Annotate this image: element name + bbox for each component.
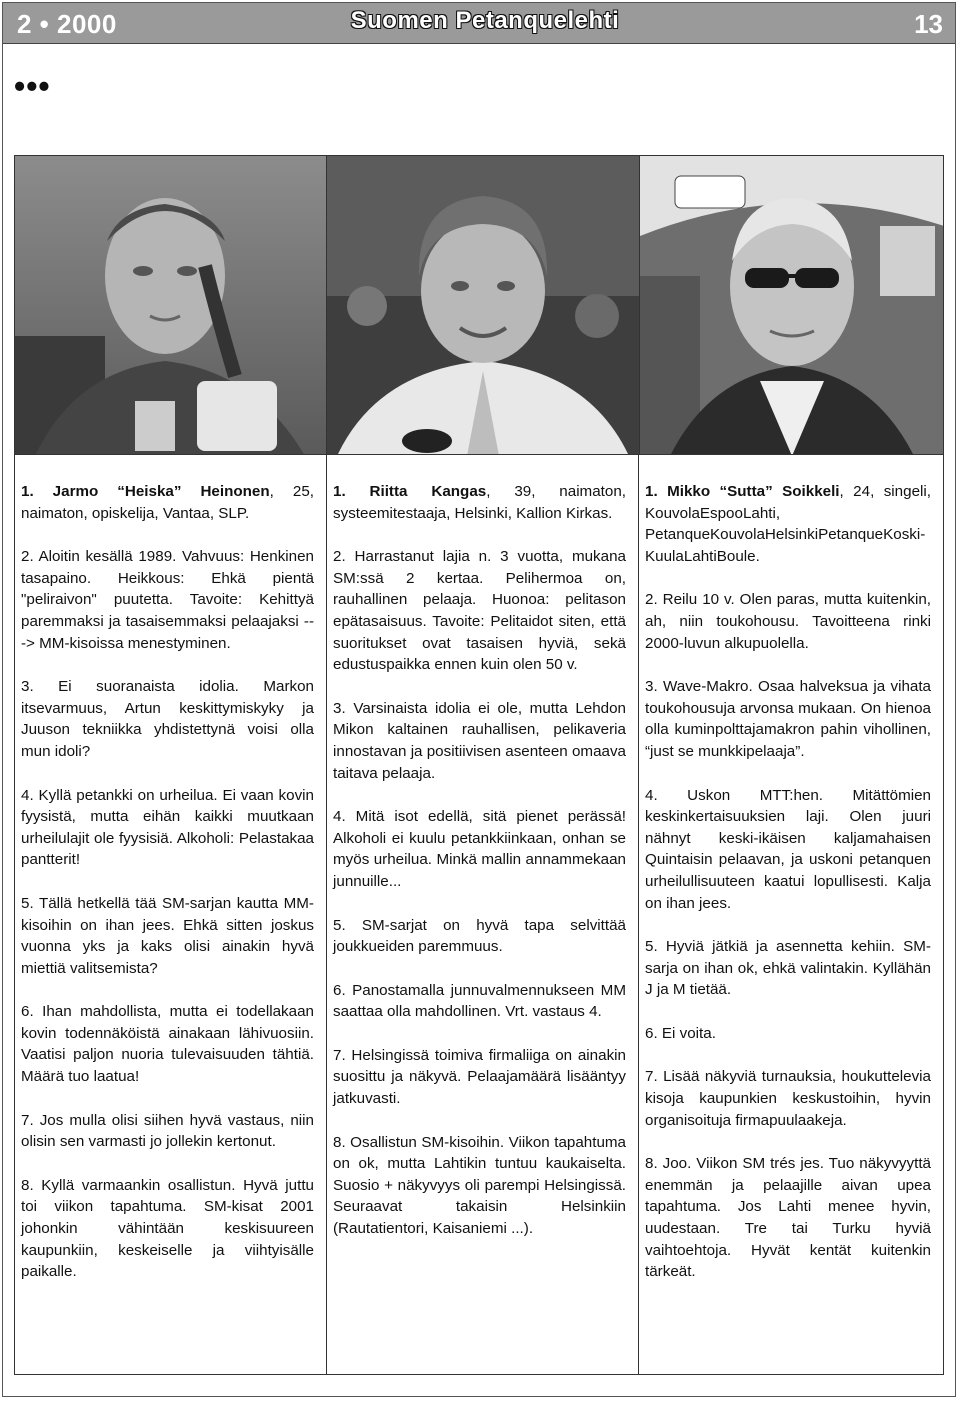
answer-4: 4. Mitä isot edellä, sitä pienet perässä! Alkoholi ei kuulu petankkiinkaan, onhan se myös urheilua. Minkä mallin annammekaan junnuille...: [333, 808, 626, 890]
answer-7: 7. Helsingissä toimiva firmaliiga on ainakin suosittu ja näkyvä. Pelaajamäärä lisääntyy jatkuvasti.: [333, 1046, 626, 1108]
answer-6: 6. Panostamalla junnuvalmennukseen MM saattaa olla mahdollinen. Vrt. vastaus 4.: [333, 981, 626, 1021]
header-bar: [3, 3, 955, 44]
answer-8: 8. Osallistun SM-kisoihin. Viikon tapahtuma on ok, mutta Lahtikin tuntuu kaukaiselta. Suosio + näkyvyys oli parempi Helsingissä. Seuraavat takaisin Helsinkiin (Rautatientori, Kaisaniemi ...).: [333, 1133, 626, 1238]
answer-text: , 24, singeli, KouvolaEspooLahti, PetanqueKouvolaHelsinkiPetanqueKoski-KuulaLahtiBoule.: [645, 483, 931, 565]
photo-strip: [14, 155, 944, 455]
answer-2: 2. Reilu 10 v. Olen paras, mutta kuitenkin, ah, niin toukohousu. Tavoitteena rinki 2000-luvun alkupuolella.: [645, 591, 931, 652]
answer-1: [21, 481, 314, 524]
answer-4: 4. Kyllä petankki on urheilua. Ei vaan kovin fyysistä, mutta eihän kaikki muutkaan urheilulajit ole fyysisiä. Alkoholi: Pelastakaa pantterit!: [21, 786, 314, 869]
answer-8: 8. Joo. Viikon SM trés jes. Tuo näkyvyyttä enemmän ja pelaajille aivan upea tapahtuma. Jos Lahti menee hyvin, uudestaan. Tre tai Turku hyviä vaihtoehtoja. Hyvät kentät kuitenkin tärkeät.: [645, 1155, 931, 1281]
interview-columns: [14, 455, 944, 1375]
portrait-photo-heinonen: [15, 156, 327, 454]
answer-3: 3. Ei suoranaista idolia. Markon itsevarmuus, Artun keskittymiskyky ja Juuson tekniikka yhdistettynä voisi olla mun idoli?: [21, 678, 314, 760]
page-number: 13: [914, 9, 943, 39]
answer-3: 3. Varsinaista idolia ei ole, mutta Lehdon Mikon kaltainen rauhallisen, pelikaveria innostavan ja positiivisen asenteen omaava taitava pelaaja.: [333, 699, 626, 782]
answer-5: 5. Hyviä jätkiä ja asennetta kehiin. SM-sarja on ihan ok, ehkä valintakin. Kyllähän J ja M tietää.: [645, 938, 931, 999]
column-soikkeli: [639, 455, 943, 1374]
interviewee-name: 1. Riitta Kangas: [333, 483, 487, 500]
answer-text: , 25, naimaton, opiskelija, Vantaa, SLP.: [21, 483, 314, 522]
interviewee-name: 1. Mikko “Sutta” Soikkeli: [645, 483, 840, 500]
answer-2: 2. Harrastanut lajia n. 3 vuotta, mukana SM:ssä 2 kertaa. Pelihermoa on, rauhallinen pelaaja. Huonoa: pelitason epätasaisuus. Tavoite: Pelitaidot siten, että suoritukset ovat tasaisen hyviä, sekä edustuspaikka ennen kuin olen 50 v.: [333, 548, 626, 674]
answer-4: 4. Uskon MTT:hen. Mitättömien keskinkertaisuuksien laji. Olen juuri nähnyt keski-ikäisen kaljamahaisen Quintaisin pelaavan, ja uskoni petanquen urheilullisuuteen kaatui lopullisesti. Kalja on ihan jees.: [645, 786, 931, 912]
interviewee-name: 1. Jarmo “Heiska” Heinonen: [21, 483, 270, 500]
answer-text: , 39, naimaton, systeemitestaaja, Helsinki, Kallion Kirkas.: [333, 483, 626, 522]
answer-3: 3. Wave-Makro. Osaa halveksua ja vihata toukohousuja arvonsa mukaan. On hienoa olla kuminpolttajamakron pahin vihollinen, “just se munkkipelaaja”.: [645, 678, 931, 760]
answer-7: 7. Lisää näkyviä turnauksia, houkuttelevia kisoja kaupunkien keskustoihin, hyvin organisoituja firmapuulaakeja.: [645, 1068, 931, 1129]
portrait-photo-kangas: [327, 156, 639, 454]
answer-8: 8. Kyllä varmaankin osallistun. Hyvä juttu toi viikon tapahtuma. SM-kisat 2001 johonkin vähintään keskisuureen kaupunkiin, keskeiselle ja viihtyisälle paikalle.: [21, 1176, 314, 1281]
answer-6: 6. Ei voita.: [645, 1024, 716, 1042]
masthead-title: Suomen Petanquelehti: [350, 7, 620, 34]
issue-label: 2 • 2000: [17, 9, 117, 39]
portrait-photo-soikkeli: [640, 156, 943, 454]
answer-1: [333, 481, 626, 524]
answer-5: 5. Tällä hetkellä tää SM-sarjan kautta MM-kisoihin on ihan jees. Ehkä sitten joskus vuonna yks ja kaks olisi ainakin hyvä miettiä valitsemista?: [21, 894, 314, 977]
column-heinonen: [15, 455, 327, 1374]
section-mark: •••: [14, 68, 51, 104]
answer-2: 2. Aloitin kesällä 1989. Vahvuus: Henkinen tasapaino. Heikkous: Ehkä pientä "peliraivon" puutetta. Tavoite: Kehittyä paremmaksi ja tasaisemmaksi pelaajaksi ---> MM-kisoissa menestyminen.: [21, 548, 314, 652]
column-kangas: [327, 455, 639, 1374]
answer-6: 6. Ihan mahdollista, mutta ei todellakaan kovin todennäköistä ainakaan lähivuosiin. Vaatisi paljon nuoria tulevaisuuden tähtiä. Määrä tuo laatua!: [21, 1003, 314, 1086]
answer-1: [645, 481, 931, 567]
answer-7: 7. Jos mulla olisi siihen hyvä vastaus, niin olisin sen varmasti jo jollekin kertonut.: [21, 1111, 314, 1151]
answer-5: 5. SM-sarjat on hyvä tapa selvittää joukkueiden paremmuus.: [333, 916, 626, 956]
